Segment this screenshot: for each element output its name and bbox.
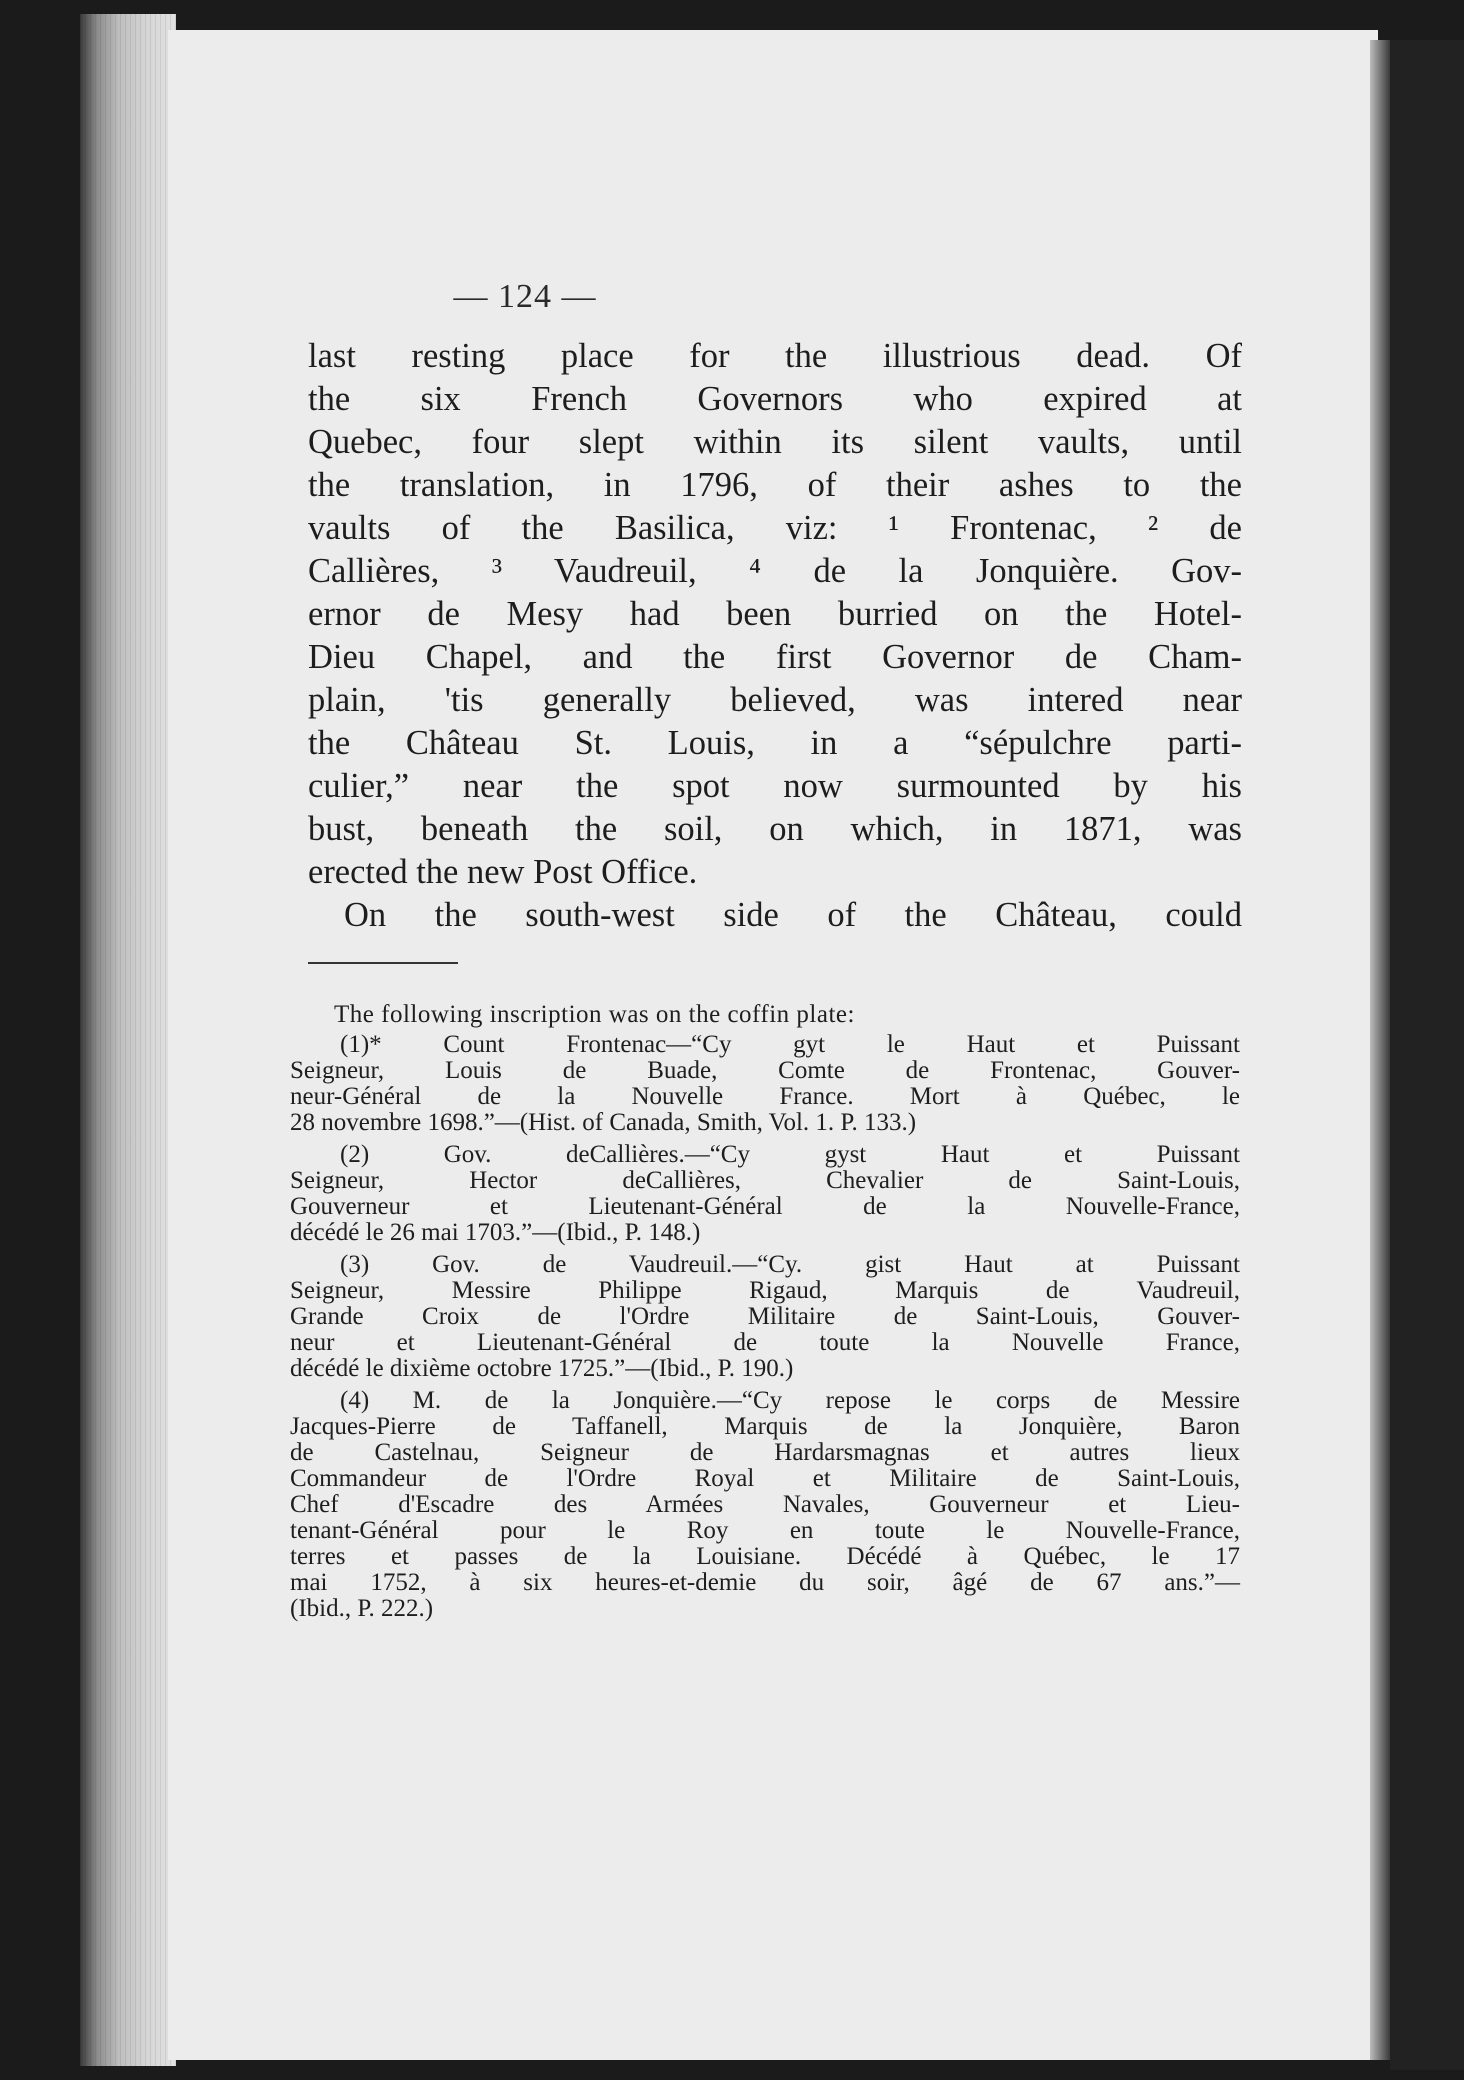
continuation-line: On the south-west side of the Château, could [344,896,1242,934]
body-line: ernor de Mesy had been burried on the Hotel- [308,595,1242,633]
edge-lines [80,14,176,2066]
footnote-2 [290,1142,1240,1246]
footnote-rule [308,962,458,964]
body-line: vaults of the Basilica, viz: ¹ Frontenac, ² de [308,509,1242,547]
body-text [308,335,1242,937]
footnotes [290,1002,1240,1628]
footnote-line: (4) M. de la Jonquière.—“Cy repose le corps de Messire [340,1387,1240,1414]
body-line: Quebec, four slept within its silent vaults, until [308,423,1242,461]
footnote-1 [290,1032,1240,1136]
footnote-line: Seigneur, Messire Philippe Rigaud, Marquis de Vaudreuil, [290,1277,1240,1304]
footnote-line: (2) Gov. deCallières.—“Cy gyst Haut et Puissant [340,1141,1240,1168]
footnote-line: (Ibid., P. 222.) [290,1595,434,1622]
footnote-line: Seigneur, Louis de Buade, Comte de Frontenac, Gouver- [290,1057,1240,1084]
body-line: Dieu Chapel, and the first Governor de Cham- [308,638,1242,676]
footnote-line: Chef d'Escadre des Armées Navales, Gouverneur et Lieu- [290,1491,1240,1518]
footnote-line: mai 1752, à six heures-et-demie du soir, âgé de 67 ans.”— [290,1569,1240,1596]
footnote-line: tenant-Général pour le Roy en toute le Nouvelle-France, [290,1517,1240,1544]
footnote-line: 28 novembre 1698.”—(Hist. of Canada, Smith, Vol. 1. P. 133.) [290,1109,917,1136]
footnote-intro: The following inscription was on the coffin plate: [334,1001,855,1028]
body-line: Callières, ³ Vaudreuil, ⁴ de la Jonquière. Gov- [308,552,1242,590]
footnote-line: Commandeur de l'Ordre Royal et Militaire de Saint-Louis, [290,1465,1240,1492]
footnote-line: terres et passes de la Louisiane. Décédé à Québec, le 17 [290,1543,1240,1570]
footnote-line: décédé le dixième octobre 1725.”—(Ibid., P. 190.) [290,1355,794,1382]
footnote-line: Grande Croix de l'Ordre Militaire de Saint-Louis, Gouver- [290,1303,1240,1330]
body-line: the Château St. Louis, in a “sépulchre parti- [308,724,1242,762]
body-line: erected the new Post Office. [308,853,698,891]
footnote-line: neur et Lieutenant-Général de toute la Nouvelle France, [290,1329,1240,1356]
footnote-line: neur-Général de la Nouvelle France. Mort à Québec, le [290,1083,1240,1110]
page-number: — 124 — [453,278,597,315]
body-line: the six French Governors who expired at [308,380,1242,418]
body-line: last resting place for the illustrious dead. Of [308,337,1242,375]
page-gutter-shadow [1370,40,1390,2060]
footnote-line: (3) Gov. de Vaudreuil.—“Cy. gist Haut at Puissant [340,1251,1240,1278]
body-line: the translation, in 1796, of their ashes to the [308,466,1242,504]
body-line: culier,” near the spot now surmounted by his [308,767,1242,805]
footnote-line: Gouverneur et Lieutenant-Général de la Nouvelle-France, [290,1193,1240,1220]
footnote-line: Seigneur, Hector deCallières, Chevalier de Saint-Louis, [290,1167,1240,1194]
footnote-line: (1)* Count Frontenac—“Cy gyt le Haut et Puissant [340,1031,1240,1058]
footnote-line: de Castelnau, Seigneur de Hardarsmagnas et autres lieux [290,1439,1240,1466]
footnote-4 [290,1388,1240,1622]
footnote-3 [290,1252,1240,1382]
scan-background-right [1390,40,1464,2070]
body-line: bust, beneath the soil, on which, in 1871, was [308,810,1242,848]
footnote-line: décédé le 26 mai 1703.”—(Ibid., P. 148.) [290,1219,701,1246]
footnote-line: Jacques-Pierre de Taffanell, Marquis de la Jonquière, Baron [290,1413,1240,1440]
body-line: plain, 'tis generally believed, was intered near [308,681,1242,719]
book-page-edges [80,14,176,2066]
